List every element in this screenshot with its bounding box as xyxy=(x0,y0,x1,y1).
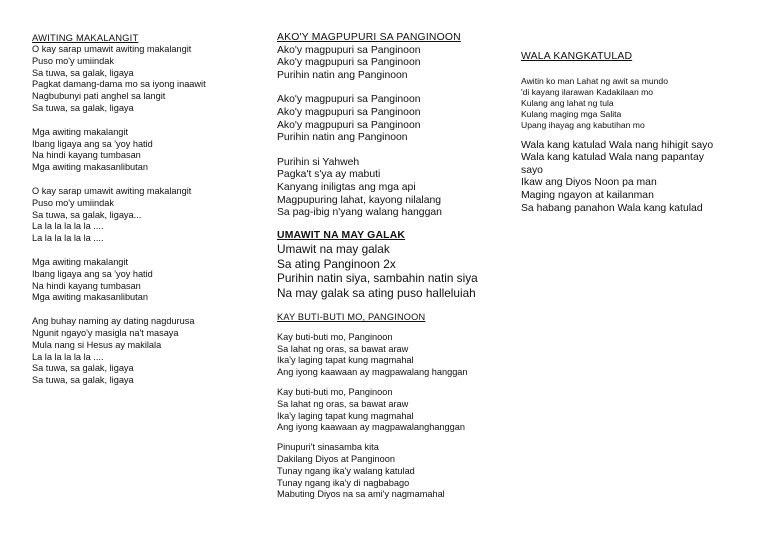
stanza xyxy=(277,94,512,144)
lyric-line: Mga awiting makasanlibutan xyxy=(32,162,148,173)
lyric-line: Tunay ngang ika'y walang katulad xyxy=(277,465,415,476)
lyric-line: Ibang ligaya ang sa 'yoy hatid xyxy=(32,138,153,149)
stanza xyxy=(32,44,262,115)
lyric-line: Sa lahat ng oras, sa bawat araw xyxy=(277,398,409,409)
lyric-line: Awitin ko man Lahat ng awit sa mundo xyxy=(521,75,668,86)
stanza-gap xyxy=(32,304,262,316)
lyric-line: Ang iyong kaawaan ay magpawalang hanggan xyxy=(277,367,468,378)
stanza xyxy=(277,242,512,300)
stanza xyxy=(277,387,512,434)
lyric-line: Mga awiting makalangit xyxy=(32,256,129,267)
section-gap xyxy=(277,220,512,230)
lyric-line: Pinupuri't sinasamba kita xyxy=(277,442,379,453)
lyric-line: Sa pag-ibig n'yang walang hanggan xyxy=(277,207,442,219)
lyric-line: Ibang ligaya ang sa 'yoy hatid xyxy=(32,268,153,279)
lyric-line: Ako'y magpupuri sa Panginoon xyxy=(277,94,421,106)
lyric-line: Ako'y magpupuri sa Panginoon xyxy=(277,57,421,69)
lyric-line: Purihin natin ang Panginoon xyxy=(277,132,408,144)
lyric-line: Magpupuring lahat, kayong nilalang xyxy=(277,194,442,206)
lyric-line: Kulang ang lahat ng tula xyxy=(521,98,614,108)
lyric-line: Sa tuwa, sa galak, ligaya... xyxy=(32,209,142,220)
stanza xyxy=(277,442,512,501)
stanza-gap xyxy=(277,82,512,94)
column-middle-songs xyxy=(277,32,512,501)
lyric-line: Na hindi kayang tumbasan xyxy=(32,280,141,291)
lyric-line: Kulang maging mga Salita xyxy=(521,109,622,120)
stanza-gap xyxy=(521,64,761,76)
lyric-line: Nagbubunyi pati anghel sa langit xyxy=(32,91,166,102)
stanza-gap xyxy=(277,434,512,442)
lyric-line: Purihin natin siya, sambahin natin siya xyxy=(277,271,478,286)
lyric-line: Ang buhay naming ay dating nagdurusa xyxy=(32,316,195,327)
lyric-line: Mabuting Diyos na sa ami'y nagmamahal xyxy=(277,489,445,500)
lyric-line: Kanyang iniligtas ang mga api xyxy=(277,181,416,193)
stanza xyxy=(521,140,761,216)
lyric-line: Wala kang katulad Wala nang hihigit sayo xyxy=(521,139,714,151)
lyric-line: Puso mo'y umiindak xyxy=(32,197,114,208)
song-title: AKO'Y MAGPUPURI SA PANGINOON xyxy=(277,32,461,43)
lyric-line: Ako'y magpupuri sa Panginoon xyxy=(277,44,421,56)
lyric-line: Sa tuwa, sa galak, ligaya xyxy=(32,375,134,386)
lyric-line: Na hindi kayang tumbasan xyxy=(32,150,141,161)
stanza xyxy=(32,316,262,387)
stanza xyxy=(521,76,761,132)
lyric-line: Pagka't s'ya ay mabuti xyxy=(277,169,381,181)
lyric-line: Umawit na may galak xyxy=(277,242,390,257)
stanza-gap xyxy=(32,115,262,127)
lyric-line: Pagkat damang-dama mo sa iyong inaawit xyxy=(32,79,206,90)
column-awiting-makalangit xyxy=(32,32,262,387)
column-wala-kangkatulad xyxy=(521,51,761,215)
lyric-line: O kay sarap umawit awiting makalangit xyxy=(32,185,192,196)
lyric-line: Ngunit ngayo'y masigla na't masaya xyxy=(32,327,179,338)
lyric-line: Sa tuwa, sa galak, ligaya xyxy=(32,67,134,78)
lyric-line: Mga awiting makasanlibutan xyxy=(32,292,148,303)
stanza xyxy=(32,186,262,245)
stanza xyxy=(32,257,262,304)
lyric-line: Na may galak sa ating puso halleluiah xyxy=(277,285,476,300)
lyric-line: sayo xyxy=(521,164,543,176)
song-title: WALA KANGKATULAD xyxy=(521,51,633,62)
lyric-line: Dakilang Diyos at Panginoon xyxy=(277,453,395,464)
lyric-line: La la la la la la .... xyxy=(32,221,104,232)
lyric-line: O kay sarap umawit awiting makalangit xyxy=(32,44,192,54)
lyric-line: Sa ating Panginoon 2x xyxy=(277,256,396,271)
lyric-line: Maging ngayon at kailanman xyxy=(521,189,654,201)
stanza xyxy=(277,45,512,83)
lyric-line: Sa lahat ng oras, sa bawat araw xyxy=(277,343,409,354)
lyric-line: Ika'y laging tapat kung magmahal xyxy=(277,410,414,421)
stanza xyxy=(277,157,512,220)
song-title: KAY BUTI-BUTI MO, PANGINOON xyxy=(277,311,426,322)
song-title: AWITING MAKALANGIT xyxy=(32,32,139,43)
stanza-gap xyxy=(521,132,761,140)
song-title: UMAWIT NA MAY GALAK xyxy=(277,229,406,241)
lyric-line: Ang iyong kaawaan ay magpawalanghanggan xyxy=(277,422,465,433)
lyric-line: Kay buti-buti mo, Panginoon xyxy=(277,331,393,342)
lyric-line: Purihin natin ang Panginoon xyxy=(277,69,408,81)
lyric-line: Mga awiting makalangit xyxy=(32,126,129,137)
lyric-line: Purihin si Yahweh xyxy=(277,156,360,168)
lyric-line: Ika'y laging tapat kung magmahal xyxy=(277,355,414,366)
stanza-gap xyxy=(32,174,262,186)
stanza xyxy=(32,127,262,174)
stanza xyxy=(277,332,512,379)
lyric-line: Sa habang panahon Wala kang katulad xyxy=(521,202,703,214)
lyric-line: Sa tuwa, sa galak, ligaya xyxy=(32,363,134,374)
lyric-line: La la la la la la .... xyxy=(32,351,104,362)
section-gap xyxy=(277,300,512,312)
lyric-line: Ikaw ang Diyos Noon pa man xyxy=(521,177,657,189)
lyric-line: Mula nang si Hesus ay makilala xyxy=(32,339,162,350)
lyric-line: Sa tuwa, sa galak, ligaya xyxy=(32,102,134,113)
lyric-line: La la la la la la .... xyxy=(32,233,104,244)
lyric-line: Wala kang katulad Wala nang papantay xyxy=(521,152,704,164)
stanza-gap xyxy=(277,145,512,157)
lyric-line: Upang ihayag ang kabutihan mo xyxy=(521,120,645,131)
lyric-line: Ako'y magpupuri sa Panginoon xyxy=(277,106,421,118)
stanza-gap xyxy=(277,324,512,332)
lyric-line: Tunay ngang ika'y di nagbabago xyxy=(277,477,410,488)
stanza-gap xyxy=(277,379,512,387)
lyric-line: Puso mo'y umiindak xyxy=(32,55,114,66)
lyric-line: Ako'y magpupuri sa Panginoon xyxy=(277,119,421,131)
lyric-line: Kay buti-buti mo, Panginoon xyxy=(277,386,393,397)
lyric-line: 'di kayang ilarawan Kadakilaan mo xyxy=(521,86,654,97)
stanza-gap xyxy=(32,245,262,257)
